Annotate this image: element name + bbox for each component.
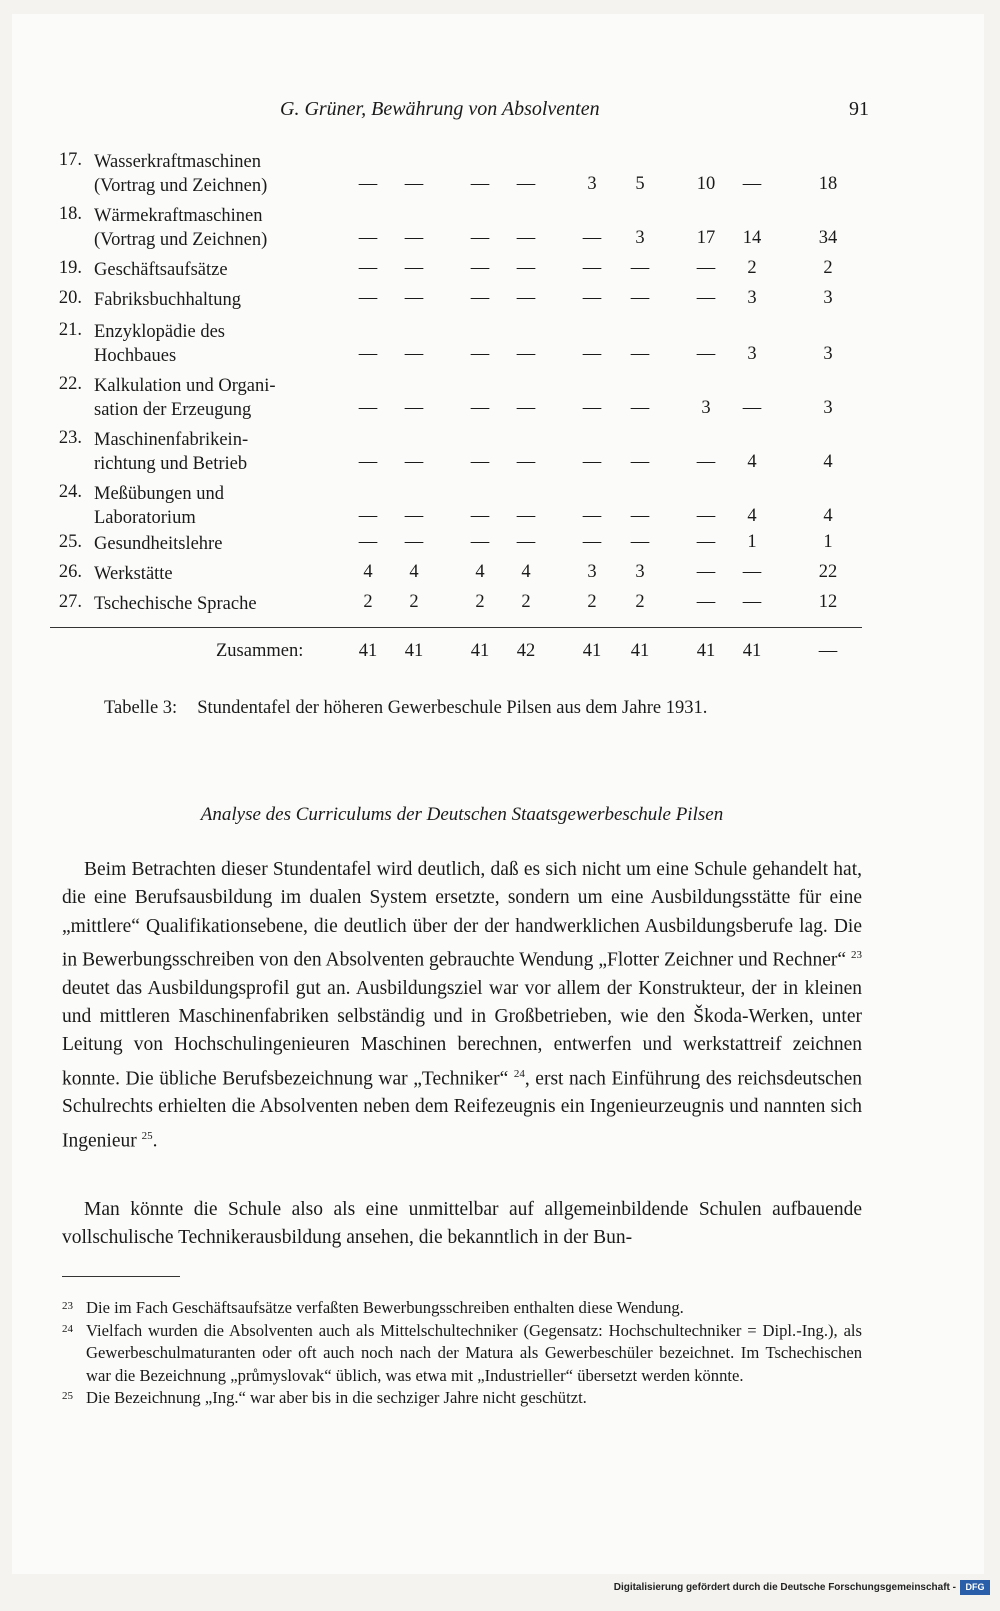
table-row [50, 288, 860, 314]
table-cell: — [470, 228, 490, 248]
table-cell: — [630, 344, 650, 364]
running-head [12, 98, 984, 128]
paragraph-text: Beim Betrachten dieser Stundentafel wird deutlich, daß es sich nicht um eine Schule gehandelt hat, die eine Berufsausbildung im dualen System ersetzte, sondern um eine Ausbildungsstätte für eine „mittlere“ Qualifikationsebene, die deutlich über der der handwerklichen Ausbildungsberufe lag. Die in Bewerbungsschreiben von den Absolventen gebrauchte Wendung „Flotter Zeichner und Rechner“ [62, 859, 862, 971]
footnote-ref[interactable]: 25 [141, 1129, 153, 1142]
table-cell: — [630, 398, 650, 418]
table-cell: — [582, 398, 602, 418]
table-cell: — [696, 452, 716, 472]
row-number: 17. [58, 150, 82, 170]
footnote-text: Vielfach wurden die Absolventen auch als Mittelschultechniker (Gegensatz: Hochschultechniker = Dipl.-Ing.), als Gewerbeschulmaturanten oder oft auch noch nach der Matura als Gewerbeschüler bezeichnet. Im Tschechischen war die Bezeichnung „průmyslovak“ üblich, was etwa mit „Industrieller“ übersetzt werden könnte. [86, 1320, 862, 1385]
table-cell: — [516, 344, 536, 364]
row-label-line: Hochbaues [94, 346, 177, 366]
table-cell: — [358, 506, 378, 526]
table-cell: 4 [823, 506, 833, 526]
table-cell: — [630, 506, 650, 526]
paragraph-text: . [152, 1130, 158, 1152]
row-label [94, 532, 354, 556]
row-number: 26. [58, 562, 82, 582]
table-cell: — [516, 452, 536, 472]
row-label-line: Maschinenfabrikein- [94, 430, 249, 450]
table-caption [104, 698, 707, 719]
caption-label: Tabelle 3: [104, 698, 178, 718]
table-cell: 18 [818, 174, 838, 194]
row-label [94, 482, 354, 530]
table-cell: 4 [363, 562, 373, 582]
table-cell: — [404, 228, 424, 248]
table-cell: — [404, 532, 424, 552]
table-cell: 12 [818, 592, 838, 612]
table-cell: 2 [587, 592, 597, 612]
row-label [94, 374, 354, 422]
table-cell: — [516, 288, 536, 308]
table-cell: — [742, 592, 762, 612]
table-row [50, 562, 860, 588]
row-number: 22. [58, 374, 82, 394]
table-cell: — [582, 288, 602, 308]
row-label [94, 592, 354, 616]
table-cell: — [630, 532, 650, 552]
footnote-ref[interactable]: 23 [851, 948, 862, 961]
table-cell: 3 [747, 288, 757, 308]
table-cell: — [696, 288, 716, 308]
table-row [50, 204, 860, 252]
table-cell: — [404, 174, 424, 194]
sum-label: Zusammen: [216, 641, 304, 661]
row-label-line: (Vortrag und Zeichnen) [94, 176, 268, 196]
footnote-mark: 23 [62, 1300, 73, 1312]
table-cell: 5 [635, 174, 645, 194]
table-row [50, 258, 860, 284]
running-head-title: G. Grüner, Bewährung von Absolventen [280, 98, 600, 120]
table-cell: 3 [635, 228, 645, 248]
row-label [94, 204, 354, 252]
scanned-page [12, 14, 984, 1574]
table-cell: — [516, 506, 536, 526]
footnote-mark: 24 [62, 1322, 73, 1335]
sum-cell: 41 [470, 641, 490, 661]
row-label-line: Tschechische Sprache [94, 594, 257, 614]
table-cell: — [358, 258, 378, 278]
table-cell: — [696, 506, 716, 526]
table-cell: — [742, 174, 762, 194]
sum-cell: 41 [404, 641, 424, 661]
table-cell: — [404, 288, 424, 308]
table-cell: 2 [635, 592, 645, 612]
table-cell: — [358, 398, 378, 418]
table-cell: 1 [747, 532, 757, 552]
table-cell: — [696, 562, 716, 582]
table-cell: — [404, 506, 424, 526]
table-cell: 4 [823, 452, 833, 472]
table-cell: 4 [747, 452, 757, 472]
footnotes [62, 1297, 862, 1410]
table-cell: 14 [742, 228, 762, 248]
table-cell: — [742, 562, 762, 582]
table-cell: — [516, 258, 536, 278]
body-paragraph-1 [62, 856, 862, 1155]
row-number: 18. [58, 204, 82, 224]
footnote-ref[interactable]: 24 [513, 1067, 525, 1080]
sum-cell: 41 [358, 641, 378, 661]
table-cell: — [358, 532, 378, 552]
table-cell: 2 [521, 592, 531, 612]
table-cell: 34 [818, 228, 838, 248]
body-paragraph-2: Man könnte die Schule also als eine unmittelbar auf allgemeinbildende Schulen aufbauende vollschulische Technikerausbildung ansehen, die bekanntlich in der Bun- [62, 1199, 862, 1249]
row-label-line: Wärmekraftmaschinen [94, 206, 263, 226]
row-label-line: Laboratorium [94, 508, 196, 528]
table-cell: 3 [701, 398, 711, 418]
table-cell: — [404, 452, 424, 472]
sum-cell: 41 [742, 641, 762, 661]
caption-text: Stundentafel der höheren Gewerbeschule Pilsen aus dem Jahre 1931. [197, 698, 708, 718]
table-cell: — [358, 228, 378, 248]
table-cell: — [630, 258, 650, 278]
table-cell: — [404, 398, 424, 418]
table-cell: — [404, 344, 424, 364]
row-number: 24. [58, 482, 82, 502]
row-number: 21. [58, 320, 82, 340]
table-cell: — [630, 288, 650, 308]
row-label [94, 288, 354, 312]
table-cell: — [470, 452, 490, 472]
table-cell: 2 [363, 592, 373, 612]
footnote [62, 1297, 862, 1320]
table-cell: 2 [409, 592, 419, 612]
row-number: 25. [58, 532, 82, 552]
row-label [94, 428, 354, 476]
row-number: 27. [58, 592, 82, 612]
table-cell: 3 [747, 344, 757, 364]
table-cell: — [358, 288, 378, 308]
table-cell: — [358, 452, 378, 472]
table-cell: 1 [823, 532, 833, 552]
table-cell: — [742, 398, 762, 418]
row-label [94, 320, 354, 368]
table-cell: — [582, 344, 602, 364]
paragraph-text: deutet das Ausbildungsprofil gut an. Ausbildungsziel war vor allem der Konstrukteur, der in kleinen und mittleren Maschinenfabriken selbständig und in Großbetrieben, wie den Škoda-Werken, unter Leitung von Hochschulingenieuren Maschinen berechnen, entwerfen und werkstattreif zeichnen konnte. Die übliche Berufsbezeichnung war „Techniker“ [62, 977, 862, 1090]
table-cell: 3 [823, 288, 833, 308]
row-number: 20. [58, 288, 82, 308]
footnote-text: Die Bezeichnung „Ing.“ war aber bis in die sechziger Jahre nicht geschützt. [86, 1388, 587, 1408]
table-cell: — [470, 258, 490, 278]
table-cell: 22 [818, 562, 838, 582]
table-cell: — [630, 452, 650, 472]
table-cell: — [696, 344, 716, 364]
table-cell: — [470, 344, 490, 364]
table-cell: 17 [696, 228, 716, 248]
table-row [50, 482, 860, 530]
table-cell: 3 [635, 562, 645, 582]
table-cell: 2 [475, 592, 485, 612]
footnote-rule [62, 1276, 180, 1277]
sum-cell: 41 [630, 641, 650, 661]
table-cell: 3 [823, 398, 833, 418]
table-row [50, 374, 860, 422]
row-label-line: Fabriksbuchhaltung [94, 290, 241, 310]
sum-cell: 41 [582, 641, 602, 661]
section-heading: Analyse des Curriculums der Deutschen Staatsgewerbeschule Pilsen [200, 804, 724, 825]
row-label-line: Meßübungen und [94, 484, 224, 504]
table-cell: — [696, 532, 716, 552]
table-cell: — [582, 228, 602, 248]
table-cell: — [516, 174, 536, 194]
table-cell: — [470, 398, 490, 418]
table-cell: — [516, 532, 536, 552]
table-cell: — [516, 398, 536, 418]
table-cell: — [582, 258, 602, 278]
row-label [94, 150, 354, 198]
page-number: 91 [849, 98, 869, 120]
row-label-line: Gesundheitslehre [94, 534, 223, 554]
table-cell: 4 [409, 562, 419, 582]
table-cell: 4 [475, 562, 485, 582]
row-label-line: (Vortrag und Zeichnen) [94, 230, 268, 250]
row-label-line: Werkstätte [94, 564, 173, 584]
table-row [50, 320, 860, 368]
table-cell: 4 [747, 506, 757, 526]
table-row [50, 592, 860, 618]
table-cell: — [404, 258, 424, 278]
footnote [62, 1387, 862, 1410]
dfg-logo: DFG [960, 1580, 990, 1595]
row-label-line: Enzyklopädie des [94, 322, 225, 342]
row-label-line: sation der Erzeugung [94, 400, 252, 420]
table-cell: 10 [696, 174, 716, 194]
table-cell: — [582, 506, 602, 526]
paragraph-text: , erst nach Einführung des reichsdeutschen Schulrechts erhielten die Absolventen neben dem Reifezeugnis ein Ingenieurzeugnis und nannten sich Ingenieur [62, 1068, 862, 1152]
sum-cell: 42 [516, 641, 536, 661]
table-cell: 3 [823, 344, 833, 364]
table-cell: 4 [521, 562, 531, 582]
table-row [50, 428, 860, 476]
table-cell: 2 [747, 258, 757, 278]
table-cell: — [470, 288, 490, 308]
table-row [50, 532, 860, 558]
row-label-line: richtung und Betrieb [94, 454, 248, 474]
table-cell: — [516, 228, 536, 248]
table-cell: 3 [587, 174, 597, 194]
table-cell: 2 [823, 258, 833, 278]
row-number: 23. [58, 428, 82, 448]
footnote-mark: 25 [62, 1390, 73, 1403]
table-cell: — [470, 506, 490, 526]
table-cell: — [696, 592, 716, 612]
table-cell: — [358, 174, 378, 194]
row-label-line: Wasserkraftmaschinen [94, 152, 261, 172]
digitization-credit: Digitalisierung gefördert durch die Deutsche Forschungsgemeinschaft - [613, 1582, 956, 1593]
table-cell: — [470, 532, 490, 552]
table-cell: — [582, 452, 602, 472]
table-cell: — [696, 258, 716, 278]
table-row [50, 150, 860, 198]
table-cell: — [470, 174, 490, 194]
row-label [94, 562, 354, 586]
footnote-text: Die im Fach Geschäftsaufsätze verfaßten Bewerbungsschreiben enthalten diese Wendung. [86, 1298, 684, 1317]
table-sum-rule [50, 627, 862, 628]
row-label [94, 258, 354, 282]
sum-cell: 41 [696, 641, 716, 661]
table-cell: — [582, 532, 602, 552]
footnote [62, 1320, 862, 1388]
row-label-line: Geschäftsaufsätze [94, 260, 228, 280]
row-number: 19. [58, 258, 82, 278]
table-cell: — [358, 344, 378, 364]
row-label-line: Kalkulation und Organi- [94, 376, 276, 396]
table-cell: 3 [587, 562, 597, 582]
sum-cell: — [818, 641, 838, 661]
